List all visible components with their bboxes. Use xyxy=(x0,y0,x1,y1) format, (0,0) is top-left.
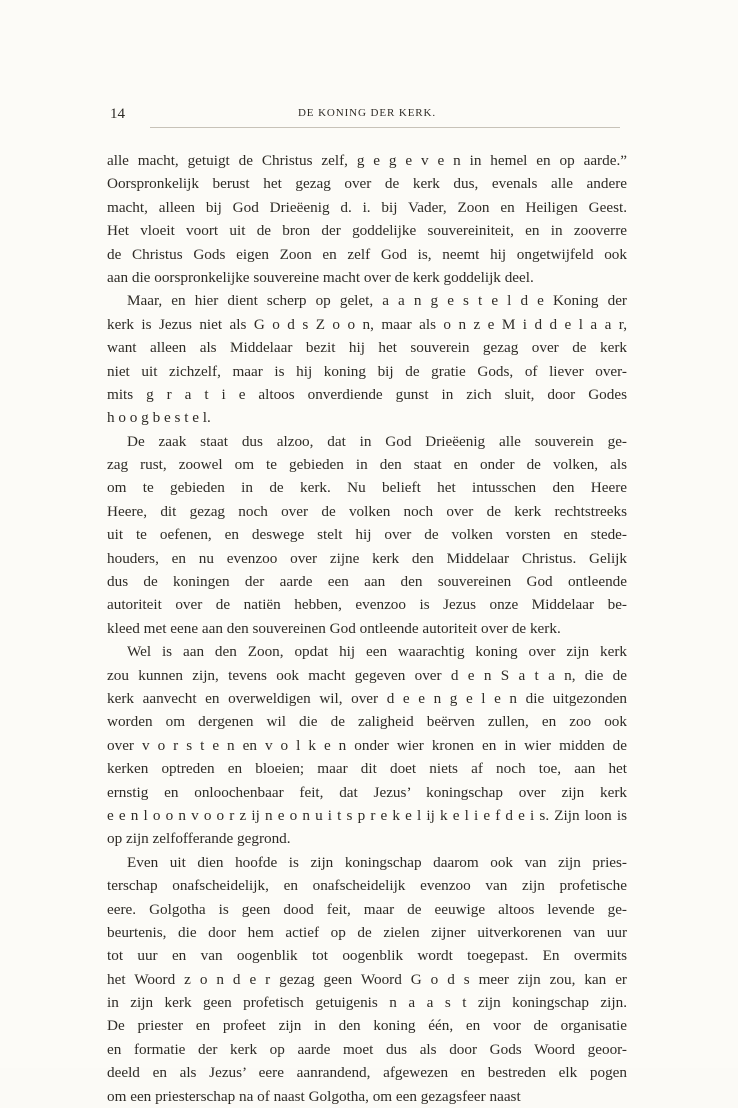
text-line: kleed met eene aan den souvereinen God ontleende autoriteit over de kerk. xyxy=(107,619,561,637)
text-line: aan die oorspronkelijke souvereine macht over de kerk goddelijk deel. xyxy=(107,268,534,286)
text-line: tot uur en van oogenblik tot oogenblik wordt toegepast. En overmits xyxy=(107,947,627,965)
text-line: om te gebieden in de kerk. Nu belieft het intusschen den Heere xyxy=(107,479,627,497)
text-line: autoriteit over de natiën hebben, evenzoo is Jezus onze Middelaar be- xyxy=(107,596,627,614)
text-line: terschap onafscheidelijk, en onafscheidelijk evenzoo van zijn profetische xyxy=(107,877,627,895)
text-line: Oorspronkelijk berust het gezag over de kerk dus, evenals alle andere xyxy=(107,175,627,193)
page-number: 14 xyxy=(110,106,125,122)
text-line: alle macht, getuigt de Christus zelf, g e g e v e n in hemel en op aarde.” xyxy=(107,152,627,169)
page-header xyxy=(108,104,626,124)
paragraph xyxy=(107,289,627,429)
text-line: de Christus Gods eigen Zoon en zelf God is, neemt hij ongetwijfeld ook xyxy=(107,245,627,263)
text-line: want alleen als Middelaar bezit hij het souverein gezag over de kerk xyxy=(107,339,627,357)
text-line: om een priesterschap na of naast Golgotha, om een gezagsfeer naast xyxy=(107,1087,521,1105)
paragraph xyxy=(107,149,627,289)
text-line: Maar, en hier dient scherp op gelet, a a n g e s t e l d e Koning der xyxy=(127,292,627,310)
text-line: e e n l o o n v o o r z ij n e o n u i t s p r e k e l ij k e l i e f d e i s. Zijn loon is xyxy=(107,806,627,824)
text-line: mits g r a t i e altoos onverdiende gunst in zich sluit, door Godes xyxy=(107,385,627,403)
text-line: Even uit dien hoofde is zijn koningschap daarom ook van zijn pries- xyxy=(127,853,627,871)
text-line: niet uit zichzelf, maar is hij koning bij de gratie Gods, of liever over- xyxy=(107,362,627,380)
text-line: dus de koningen der aarde een aan den souvereinen God ontleende xyxy=(107,573,627,591)
text-line: over v o r s t e n en v o l k e n onder wier kronen en in wier midden de xyxy=(107,736,627,754)
text-line: macht, alleen bij God Drieëenig d. i. bij Vader, Zoon en Heiligen Geest. xyxy=(107,198,627,216)
paragraph xyxy=(107,851,627,1108)
text-line: zag rust, zoowel om te gebieden in den staat en onder de volken, als xyxy=(107,456,627,474)
text-line: kerk aanvecht en overweldigen wil, over d e e n g e l e n die uitgezonden xyxy=(107,689,627,707)
text-line: Wel is aan den Zoon, opdat hij een waarachtig koning over zijn kerk xyxy=(127,643,627,661)
text-line: in zijn kerk geen profetisch getuigenis n a a s t zijn koningschap zijn. xyxy=(107,994,627,1012)
text-line: zou kunnen zijn, tevens ook macht gegeven over d e n S a t a n, die de xyxy=(107,666,627,684)
text-line: worden om dergenen wil die de zaligheid beërven zullen, en zoo ook xyxy=(107,713,627,731)
text-line: h o o g b e s t e l. xyxy=(107,409,211,427)
text-line: beurtenis, die door hem actief op de zielen zijner uitverkorenen van uur xyxy=(107,923,627,941)
text-line: houders, en nu evenzoo over zijne kerk den Middelaar Christus. Gelijk xyxy=(107,549,627,567)
text-line: en formatie der kerk op aarde moet dus als door Gods Woord geoor- xyxy=(107,1040,627,1058)
text-line: uit te oefenen, en deswege stelt hij over de volken vorsten en stede- xyxy=(107,526,627,544)
paragraph xyxy=(107,430,627,641)
text-line: deeld en als Jezus’ eere aanrandend, afgewezen en bestreden elk pogen xyxy=(107,1064,627,1082)
header-rule xyxy=(150,127,620,128)
text-line: Het vloeit voort uit de bron der goddelijke souvereiniteit, en in zooverre xyxy=(107,222,627,240)
text-line: ernstig en onloochenbaar feit, dat Jezus’ koningschap over zijn kerk xyxy=(107,783,627,801)
text-line: het Woord z o n d e r gezag geen Woord G o d s meer zijn zou, kan er xyxy=(107,970,627,988)
running-head: DE KONING DER KERK. xyxy=(297,107,437,119)
text-line: op zijn zelfofferande gegrond. xyxy=(107,830,291,848)
text-line: De priester en profeet zijn in den koning één, en voor de organisatie xyxy=(107,1017,627,1035)
text-line: De zaak staat dus alzoo, dat in God Drieëenig alle souverein ge- xyxy=(127,432,627,450)
text-line: kerk is Jezus niet als G o d s Z o o n, maar als o n z e M i d d e l a a r, xyxy=(107,315,627,333)
text-line: kerken optreden en bloeien; maar dit doet niets af noch toe, aan het xyxy=(107,760,627,778)
body-text xyxy=(107,149,627,1108)
text-line: Heere, dit gezag noch over de volken noch over de kerk rechtstreeks xyxy=(107,502,627,520)
text-line: eere. Golgotha is geen dood feit, maar de eeuwige altoos levende ge- xyxy=(107,900,627,918)
paragraph xyxy=(107,640,627,851)
